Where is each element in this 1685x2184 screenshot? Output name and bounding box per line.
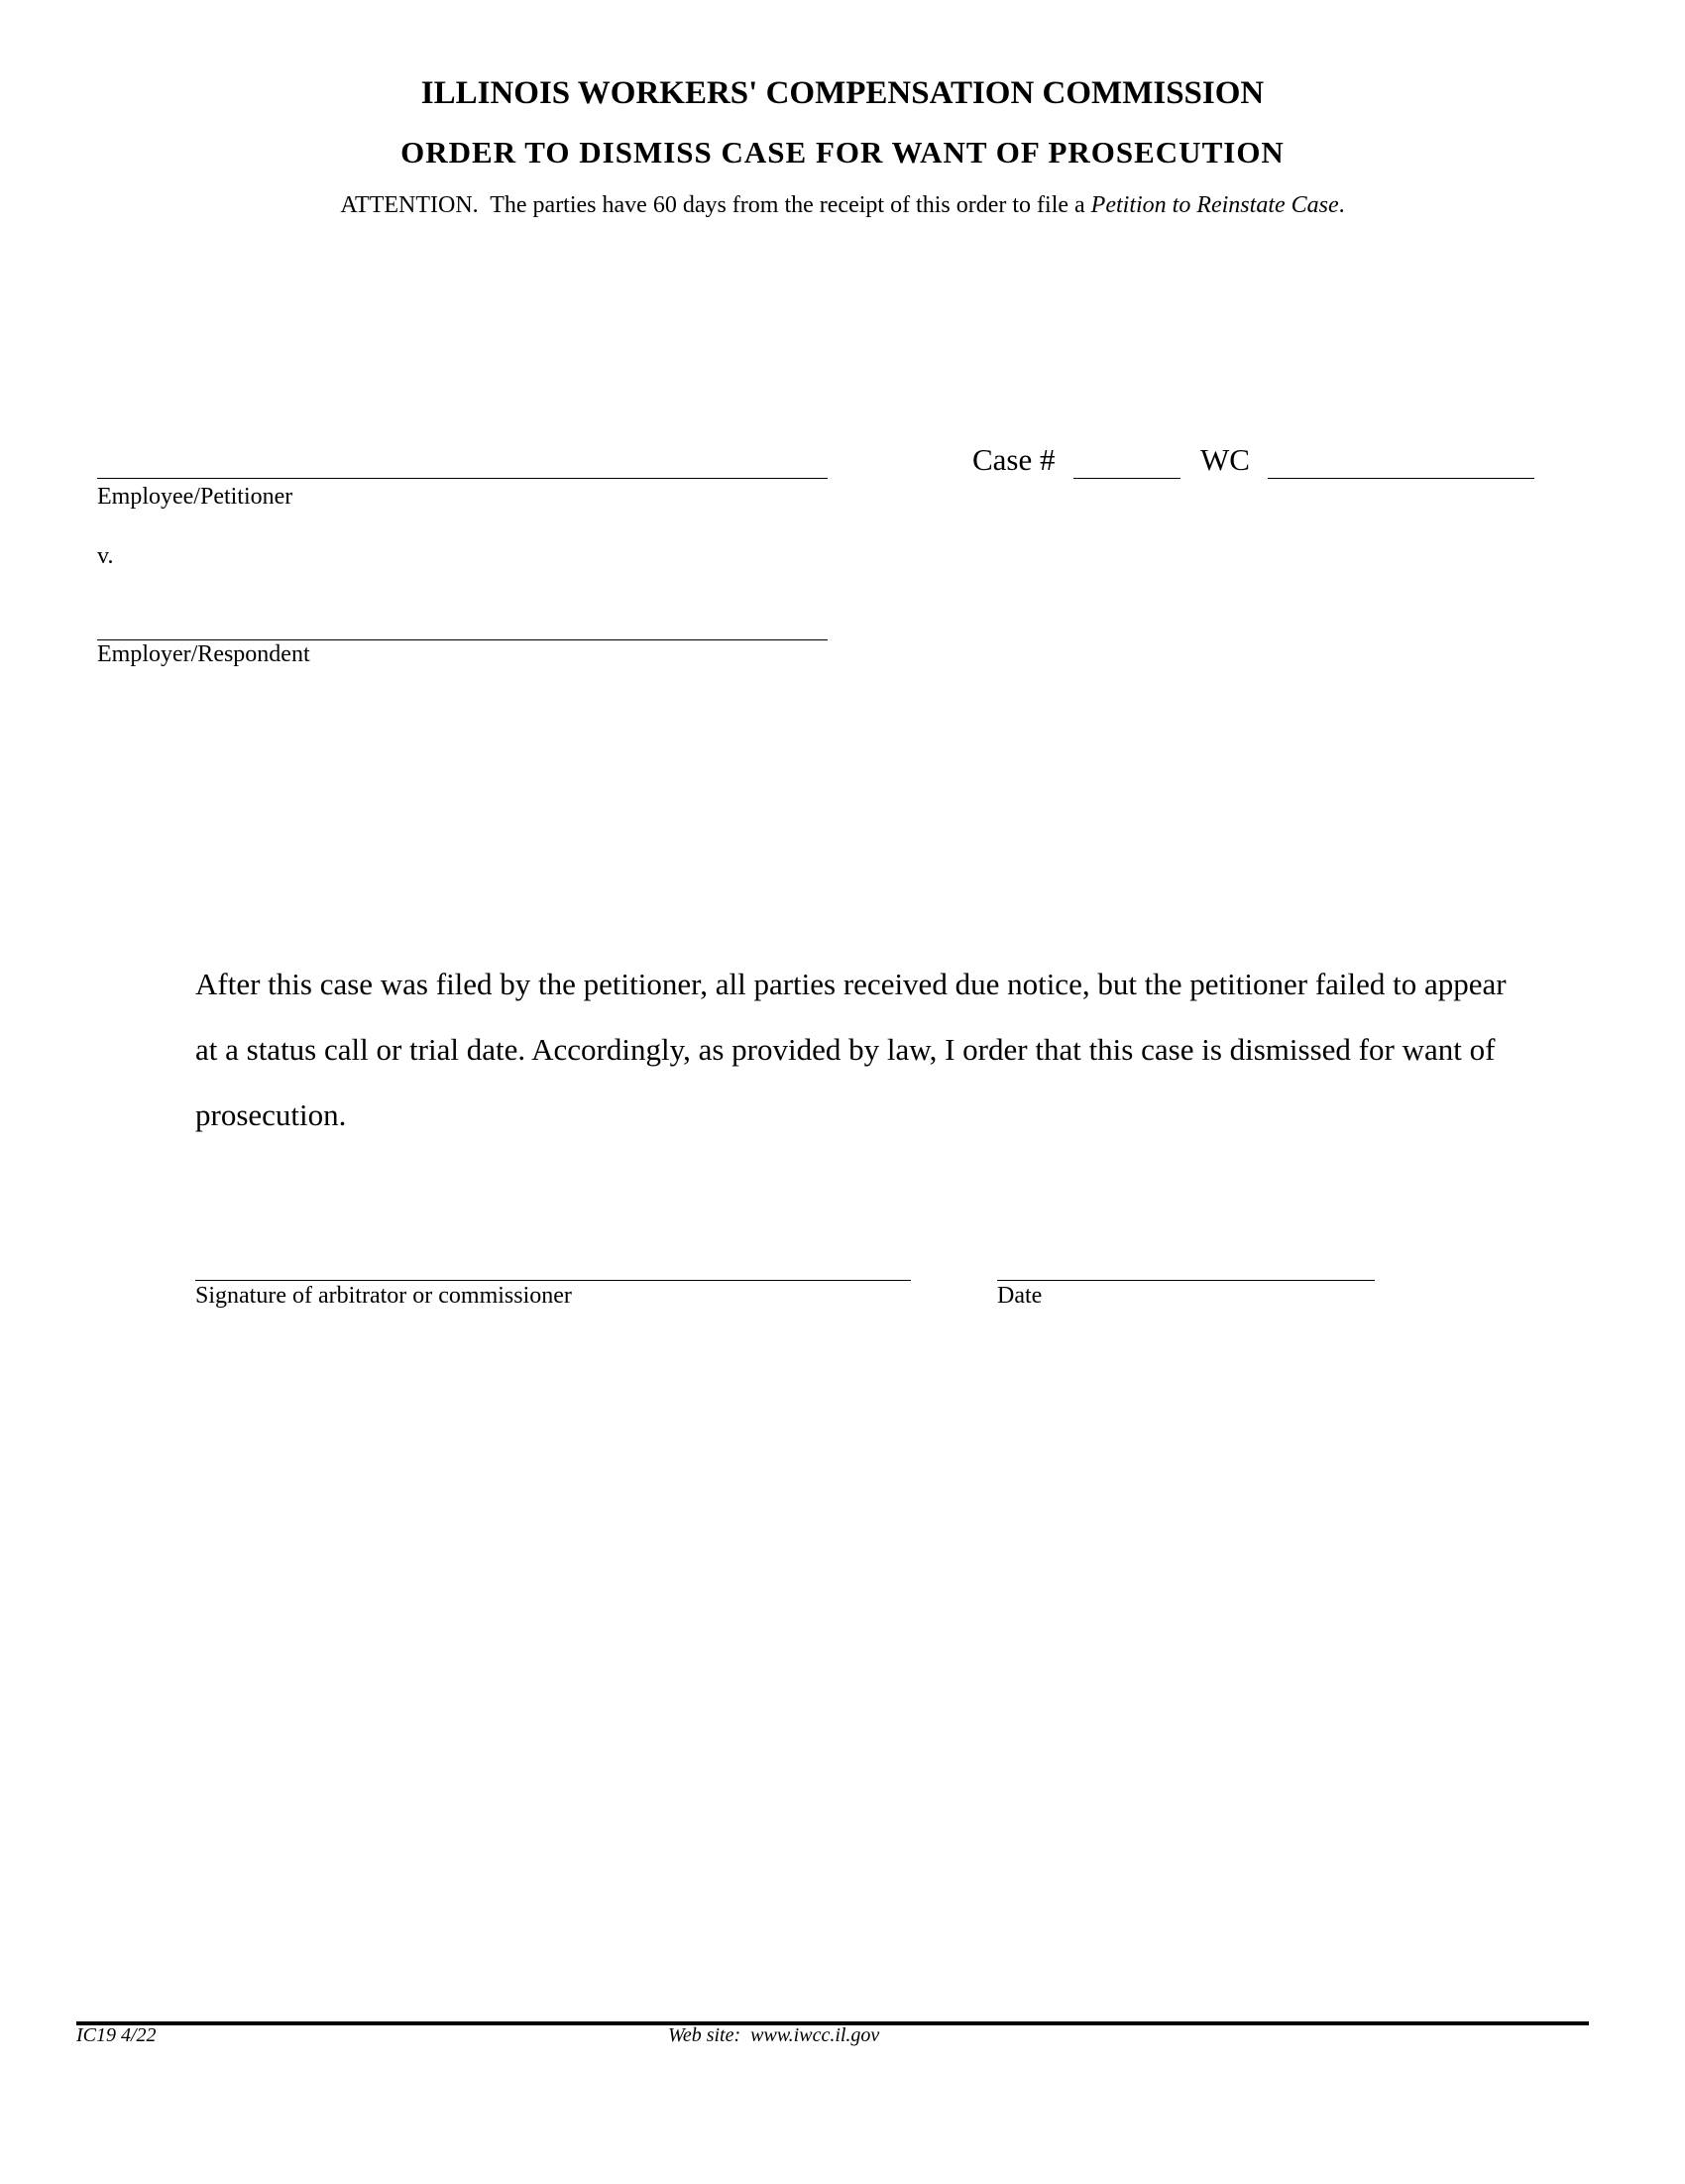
case-number-line [1073, 478, 1180, 479]
employee-field[interactable] [97, 448, 828, 476]
attention-text: ATTENTION. The parties have 60 days from the receipt of this order to file a [340, 192, 1091, 218]
employer-line [97, 639, 828, 640]
wc-label: WC [1200, 442, 1250, 477]
case-label: Case # [972, 442, 1056, 477]
petition-name: Petition to Reinstate Case [1090, 192, 1339, 218]
order-paragraph: After this case was filed by the petitioner, all parties received due notice, but the petitioner failed to appear at a status call or trial date. Accordingly, as provided by law, I order that this case is dismissed for want of prosecution. [195, 967, 1507, 1132]
employee-label: Employee/Petitioner [97, 484, 293, 510]
case-number-field[interactable] [1073, 448, 1180, 476]
form-code: IC19 4/22 [76, 2024, 157, 2046]
wc-number-field[interactable] [1268, 448, 1534, 476]
signature-line[interactable] [195, 1280, 911, 1281]
date-label: Date [997, 1283, 1043, 1309]
versus-label: v. [97, 543, 114, 569]
employer-field[interactable] [97, 610, 828, 637]
attention-notice [0, 192, 1685, 219]
employee-line [97, 478, 828, 479]
wc-number-line [1268, 478, 1534, 479]
signature-label: Signature of arbitrator or commissioner [195, 1283, 572, 1309]
agency-title: ILLINOIS WORKERS' COMPENSATION COMMISSION [420, 75, 1265, 111]
date-line[interactable] [997, 1280, 1375, 1281]
form-title: ORDER TO DISMISS CASE FOR WANT OF PROSECUTION [400, 135, 1285, 170]
website-link[interactable]: Web site: www.iwcc.il.gov [668, 2024, 880, 2046]
attention-period: . [1338, 192, 1345, 218]
employer-label: Employer/Respondent [97, 641, 310, 667]
